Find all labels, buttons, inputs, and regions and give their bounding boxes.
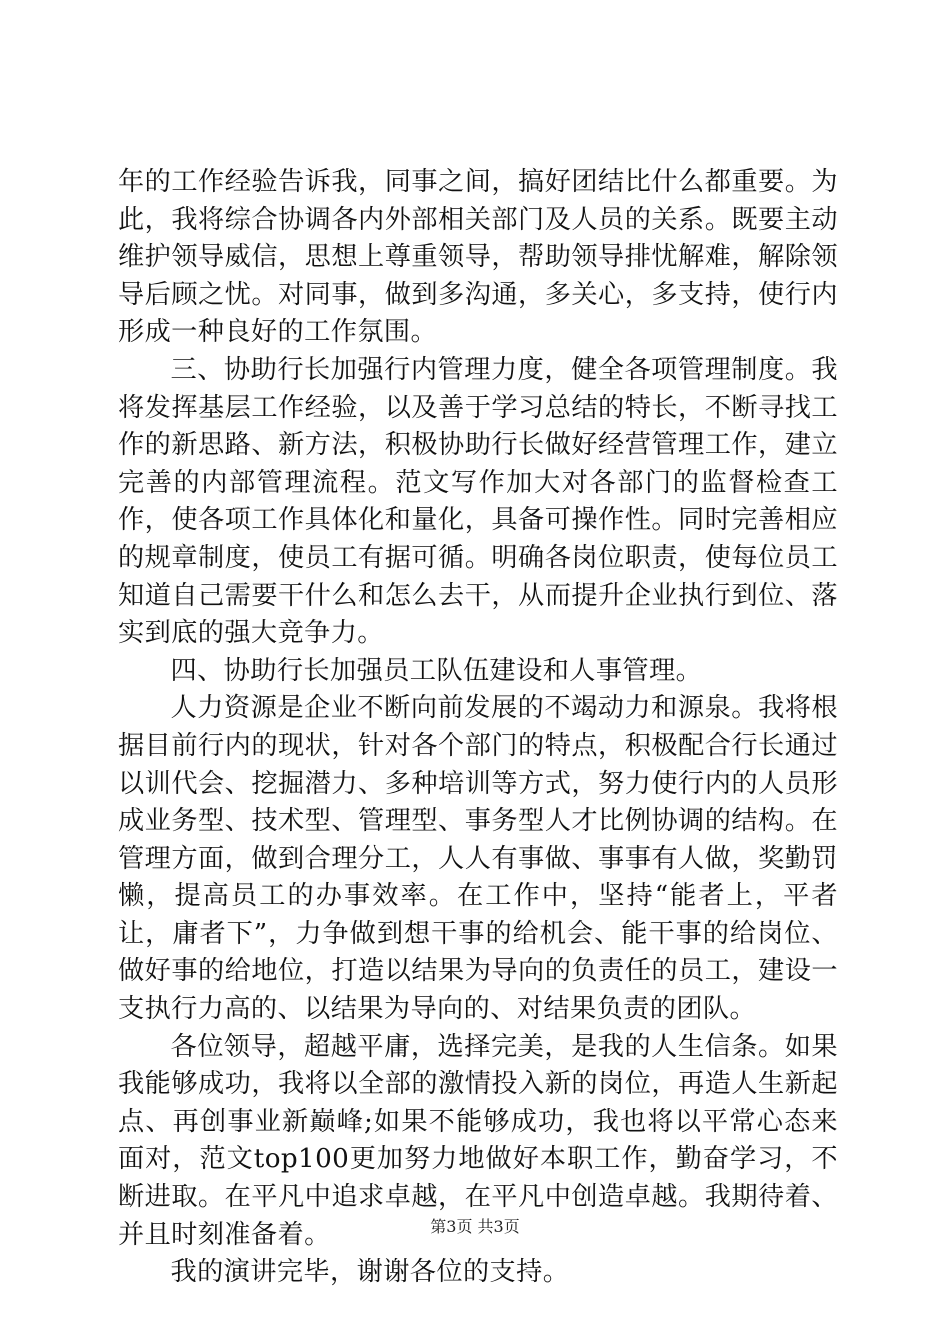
- paragraph-human-resources: 人力资源是企业不断向前发展的不竭动力和源泉。我将根据目前行内的现状，针对各个部门的特点，积极配合行长通过以训代会、挖掘潜力、多种培训等方式，努力使行内的人员形成业务型、技术型、管理型、事务型人才比例协调的结构。在管理方面，做到合理分工，人人有事做、事事有人做，奖勤罚懒，提高员工的办事效率。在工作中，坚持“能者上，平者让，庸者下”，力争做到想干事的给机会、能干事的给岗位、做好事的给地位，打造以结果为导向的负责任的员工，建设一支执行力高的、以结果为导向的、对结果负责的团队。: [118, 693, 838, 1025]
- paragraph-closing: 我的演讲完毕，谢谢各位的支持。: [170, 1257, 570, 1288]
- paragraph-staff-heading: 四、协助行长加强员工队伍建设和人事管理。: [170, 655, 703, 686]
- document-body: [118, 164, 838, 1292]
- paragraph-team-unity: 年的工作经验告诉我，同事之间，搞好团结比什么都重要。为此，我将综合协调各内外部相关部门及人员的关系。既要主动维护领导威信，思想上尊重领导，帮助领导排忧解难，解除领导后顾之忧。对同事，做到多沟通，多关心，多支持，使行内形成一种良好的工作氛围。: [118, 167, 838, 348]
- paragraph-life-motto: 各位领导，超越平庸，选择完美，是我的人生信条。如果我能够成功，我将以全部的激情投入新的岗位，再造人生新起点、再创事业新巅峰;如果不能够成功，我也将以平常心态来面对，范文top100更加努力地做好本职工作，勤奋学习，不断进取。在平凡中追求卓越，在平凡中创造卓越。我期待着、并且时刻准备着。: [118, 1031, 838, 1250]
- page-footer: 第3页 共3页: [430, 1217, 520, 1236]
- paragraph-management-system: 三、协助行长加强行内管理力度，健全各项管理制度。我将发挥基层工作经验，以及善于学习总结的特长，不断寻找工作的新思路、新方法，积极协助行长做好经营管理工作，建立完善的内部管理流程。范文写作加大对各部门的监督检查工作，使各项工作具体化和量化，具备可操作性。同时完善相应的规章制度，使员工有据可循。明确各岗位职责，使每位员工知道自己需要干什么和怎么去干，从而提升企业执行到位、落实到底的强大竞争力。: [118, 354, 838, 649]
